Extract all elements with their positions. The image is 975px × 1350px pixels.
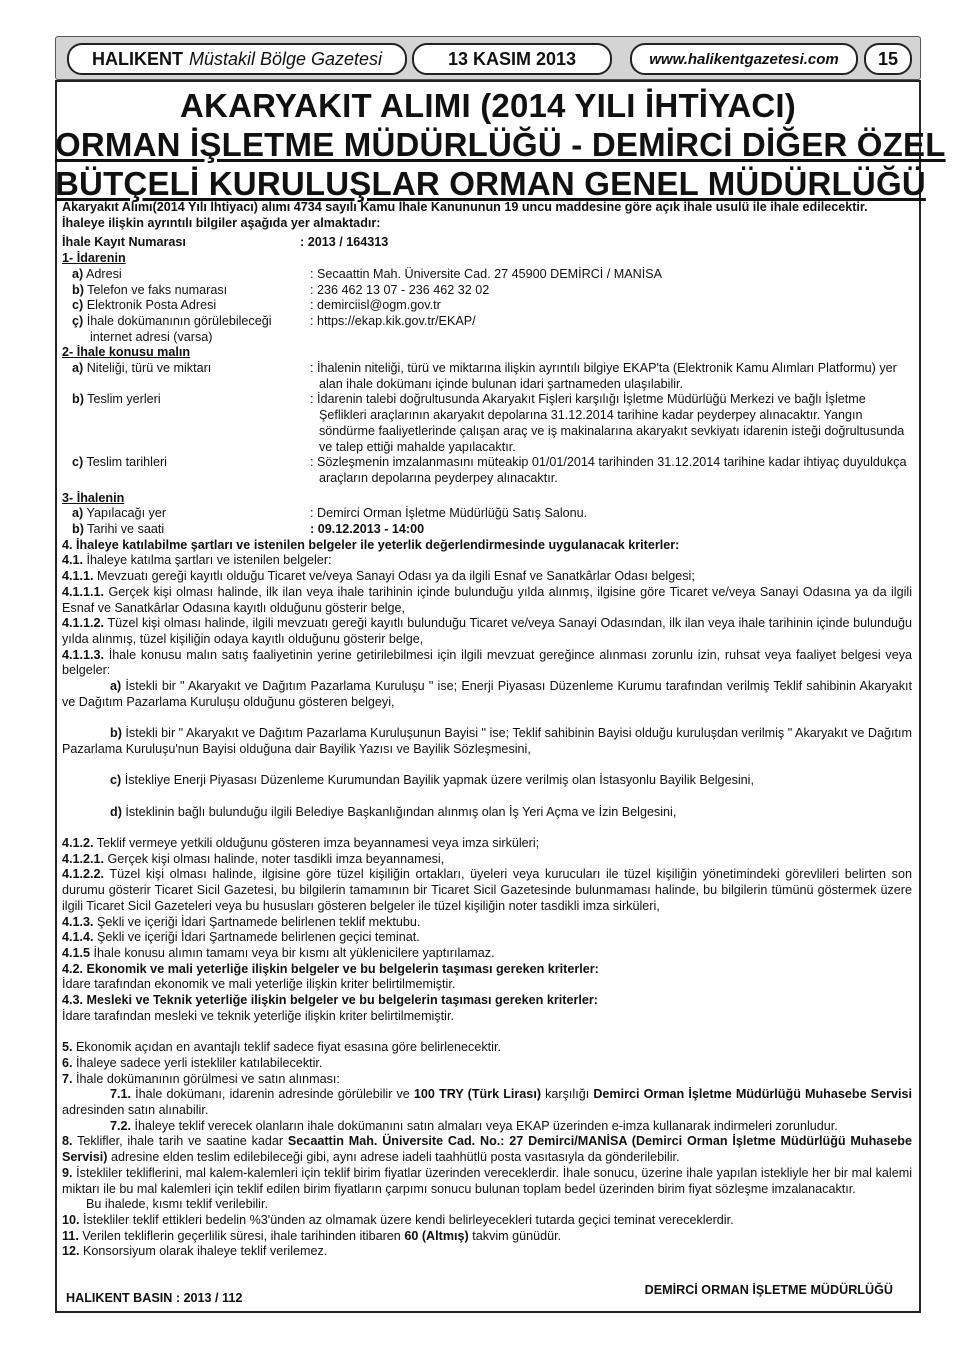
clause-number: 11. bbox=[62, 1228, 79, 1243]
clause-number: 5. bbox=[62, 1040, 73, 1055]
pa bbox=[62, 679, 912, 710]
clause-text: İstekli bir " Akaryakıt ve Dağıtım Pazarlama Kuruluşu " ise; Enerji Piyasası Düzenleme Kurumu tarafından verilmiş Teklif sahibinin Akaryakıt ve Dağıtım Pazarlama Kuruluşu olduğunu gösteren belgeyi, bbox=[62, 679, 912, 709]
clause-text: Tüzel kişi olması halinde, ilgisine göre tüzel kişiliğin ortakları, üyeleri veya kurucuları ile tüzel kişiliğin yönetimindeki görevlileri belirten son durumu gösterir Ticaret Sicil Gazetesi, bu bilgilerin tamamının bir Ticaret Sicil Gazetesinde bulunmaması halinde, bu bilgilerin tümünü göstermek üzere ilgili Ticaret Sicil Gazeteleri veya bu hususları gösteren belgeler ile tüzel kişiliğin noter tasdikli imza sirküleri, bbox=[62, 867, 912, 913]
clause-number: 4.1.4. bbox=[62, 930, 94, 945]
website-link[interactable] bbox=[630, 43, 858, 75]
clause-text: Mevzuatı gereği kayıtlı olduğu Ticaret ve/veya Sanayi Odası ya da ilgili Esnaf ve Sanatkârlar Odası belgesi; bbox=[93, 569, 695, 584]
paper-name: HALIKENT bbox=[91, 48, 183, 69]
clause-number: 12. bbox=[62, 1244, 80, 1259]
item-label: Elektronik Posta Adresi bbox=[86, 298, 217, 313]
item-label: Adresi bbox=[86, 266, 122, 281]
clause-text: İhale dokümanının görülmesi ve satın alınması: bbox=[72, 1071, 340, 1086]
clause-text: İstekli bir " Akaryakıt ve Dağıtım Pazarlama Kuruluşunun Bayisi " ise; Teklif sahibinin Bayisi olduğu kuruluşdan verilmiş " Akaryakıt ve Dağıtım Pazarlama Kuruluşu'nun Bayisi olduğuna dair Bayilik Yazısı ve Bayilik Sözleşmesini, bbox=[62, 726, 912, 756]
item-label: Teslim tarihleri bbox=[86, 455, 167, 470]
item-label: Yapılacağı yer bbox=[86, 506, 167, 521]
idare-item bbox=[62, 298, 912, 314]
item-letter: b) bbox=[72, 282, 84, 297]
p8 bbox=[62, 1134, 912, 1165]
issuer-signature: DEMİRCİ ORMAN İŞLETME MÜDÜRLÜĞÜ bbox=[644, 1283, 893, 1297]
clause-text: Tüzel kişi olması halinde, ilgili mevzuatı gereği kayıtlı bulunduğu Ticaret ve/veya Sanayi Odasından, ilk ilan veya ihale tarihinin içinde bulunduğu yılda alınmış, tüzel kişiliğin odaya kayıtlı olduğunu gösterir belge, bbox=[62, 616, 912, 646]
item-label: İhale dokümanının görülebileceği bbox=[86, 313, 272, 328]
item-letter: a) bbox=[72, 266, 84, 281]
s4-heading: 4. İhaleye katılabilme şartları ve istenilen belgeler ile yeterlik değerlendirmesinde uygulanacak kriterler: bbox=[62, 537, 680, 552]
item-letter: ç) bbox=[72, 313, 84, 328]
p5 bbox=[62, 1040, 912, 1056]
p12 bbox=[62, 1244, 912, 1260]
ihale-item bbox=[62, 522, 912, 538]
item-label: Teslim yerleri bbox=[87, 392, 161, 407]
clause-number: 4.1.3. bbox=[62, 914, 94, 929]
mal-item bbox=[62, 455, 912, 486]
clause-number: 4.1.2.2. bbox=[62, 867, 105, 882]
page-number bbox=[864, 43, 912, 75]
intro-line1: Akaryakıt Alımı(2014 Yılı İhtiyacı) alımı 4734 sayılı Kamu İhale Kanununun 19 uncu maddesine göre açık ihale usulü ile ihale edilecektir. bbox=[62, 200, 868, 214]
pd bbox=[62, 805, 912, 821]
p4121 bbox=[62, 852, 912, 868]
p42-heading: 4.2. Ekonomik ve mali yeterliğe ilişkin belgeler ve bu belgelerin taşıması gereken kriterler: bbox=[62, 961, 599, 976]
p4111 bbox=[62, 585, 912, 616]
p4113 bbox=[62, 648, 912, 679]
item-value: : 236 462 13 07 - 236 462 32 02 bbox=[310, 282, 490, 297]
clause-number: 4.1.1.1. bbox=[62, 584, 105, 599]
clause-text: İhaleye katılma şartları ve istenilen belgeler: bbox=[83, 553, 332, 568]
clause-text: adresinden satın alınabilir. bbox=[62, 1103, 209, 1117]
kayit-value: : 2013 / 164313 bbox=[300, 235, 389, 250]
item-value: : Sözleşmenin imzalanmasını müteakip 01/01/2014 tarihinden 31.12.2014 tarihine kadar ihtiyaç duyuldukça araçların depolarına peyderpey alınacaktır. bbox=[310, 455, 907, 485]
notice-title-line1: AKARYAKIT ALIMI (2014 YILI İHTİYACI) bbox=[180, 87, 796, 124]
item-letter: a) bbox=[72, 361, 84, 376]
clause-number: 7.2. bbox=[110, 1118, 132, 1133]
clause-number: 4.1.5 bbox=[62, 945, 91, 960]
clause-letter: b) bbox=[110, 726, 122, 741]
item-label: Telefon ve faks numarası bbox=[87, 282, 228, 297]
clause-letter: a) bbox=[110, 679, 122, 694]
pc bbox=[62, 773, 912, 789]
clause-number: 6. bbox=[62, 1055, 73, 1070]
clause-number: 7. bbox=[62, 1071, 73, 1086]
pb bbox=[62, 726, 912, 757]
item-label: Niteliği, türü ve miktarı bbox=[86, 361, 212, 376]
p9b: Bu ihalede, kısmı teklif verilebilir. bbox=[86, 1197, 268, 1212]
clause-number: 4.1. bbox=[62, 553, 84, 568]
item-letter: c) bbox=[72, 455, 84, 470]
p7 bbox=[62, 1072, 912, 1088]
mal-item bbox=[62, 361, 912, 392]
clause-text: Teklifler, ihale tarih ve saatine kadar bbox=[72, 1134, 288, 1149]
item-letter: b) bbox=[72, 392, 84, 407]
idare-item-cont: internet adresi (varsa) bbox=[90, 329, 213, 344]
clause-text-bold: Secaattin Mah. Üniversite Cad. No.: 27 Demirci/MANİSA (Demirci Orman İşletme Müdürlüğü Muhasebe Servisi) bbox=[62, 1134, 912, 1165]
clause-text: İstekliler tekliflerini, mal kalem-kalemleri için teklif birim fiyatlar üzerinden vereceklerdir. İhale sonucu, üzerine ihale yapılan istekliyle her bir mal kalemi miktarı ile bu mal kalemleri için teklif edilen birim fiyatların çarpımı sonucu bulunan toplam bedel üzerinden birim fiyat sözleşme imzalanacaktır. bbox=[62, 1165, 912, 1196]
clause-letter: c) bbox=[110, 773, 122, 788]
clause-text: İhale konusu alımın tamamı veya bir kısmı alt yüklenicilere yaptırılamaz. bbox=[90, 945, 495, 960]
idare-item bbox=[62, 267, 912, 283]
mal-heading: 2- İhale konusu malın bbox=[62, 345, 191, 360]
p414 bbox=[62, 930, 912, 946]
item-value: : 09.12.2013 - 14:00 bbox=[310, 522, 425, 537]
item-letter: c) bbox=[72, 298, 84, 313]
clause-text: Verilen tekliflerin geçerlilik süresi, ihale tarihinden itibaren bbox=[78, 1228, 405, 1243]
clause-text-bold: Demirci Orman İşletme Müdürlüğü Muhasebe Servisi bbox=[593, 1087, 912, 1102]
p10 bbox=[62, 1213, 912, 1229]
issue-date bbox=[412, 43, 612, 75]
clause-number: 7.1. bbox=[110, 1087, 132, 1102]
item-value: : https://ekap.kik.gov.tr/EKAP/ bbox=[310, 313, 476, 328]
clause-number: 4.1.2. bbox=[62, 836, 94, 851]
clause-number: 9. bbox=[62, 1165, 73, 1180]
p411 bbox=[62, 569, 912, 585]
notice-title-line3: BÜTÇELİ KURULUŞLAR ORMAN GENEL MÜDÜRLÜĞÜ bbox=[55, 165, 926, 202]
clause-text: İhaleye sadece yerli istekliler katılabilecektir. bbox=[72, 1055, 323, 1070]
paper-subtitle: Müstakil Bölge Gazetesi bbox=[188, 48, 383, 69]
clause-text: Şekli ve içeriği İdari Şartnamede belirlenen teklif mektubu. bbox=[93, 914, 421, 929]
p6 bbox=[62, 1056, 912, 1072]
clause-text: Konsorsiyum olarak ihaleye teklif verilemez. bbox=[79, 1244, 328, 1259]
clause-text: Ekonomik açıdan en avantajlı teklif sadece fiyat esasına göre belirlenecektir. bbox=[72, 1040, 501, 1055]
item-value: : İhalenin niteliği, türü ve miktarına ilişkin ayrıntılı bilgiye EKAP'ta (Elektronik Kamu Alımları Platformu) yer alan ihale dokümanı içinde bulunan idari şartnameden ulaşılabilir. bbox=[310, 361, 897, 391]
clause-letter: d) bbox=[110, 804, 122, 819]
ihale-heading: 3- İhalenin bbox=[62, 490, 125, 505]
ihale-item bbox=[62, 506, 912, 522]
clause-text: adresine elden teslim edilebileceği gibi, aynı adrese iadeli taahhütlü posta vasıtasıyla da gönderilebilir. bbox=[107, 1150, 680, 1165]
p413 bbox=[62, 915, 912, 931]
idare-item bbox=[62, 283, 912, 299]
item-value: : İdarenin talebi doğrultusunda Akaryakıt Fişleri karşılığı İşletme Müdürlüğü Merkezi ve bağlı İşletme Şeflikleri araçlarının akaryakıt depolarına 31.12.2014 tarihine kadar peyderpey alınacaktır. Yangın söndürme faaliyetlerinde çalışan araç ve iş makinalarına akaryakıt sevkiyatı idarenin isteği doğrultusunda ve talep ettiği mahalde yapılacaktır. bbox=[310, 392, 905, 454]
item-label: Tarihi ve saati bbox=[87, 522, 165, 537]
clause-number: 4.1.2.1. bbox=[62, 851, 105, 866]
clause-text: Gerçek kişi olması halinde, ilk ilan veya ihale tarihinin içinde bulunduğu yılda alınmış, ilgisine göre Ticaret ve/veya Sanayi Odasına ya da ilgili Esnaf ve Sanatkârlar Odasına kayıtlı olduğunu gösterir belge, bbox=[62, 584, 912, 615]
clause-number: 10. bbox=[62, 1212, 80, 1227]
clause-text: İhale konusu malın satış faaliyetinin yerine getirilebilmesi için ilgili mevzuat gereğince alınması zorunlu izin, ruhsat veya faaliyet belgesi veya belgeler: bbox=[62, 647, 912, 678]
clause-text: İstekliye Enerji Piyasası Düzenleme Kurumundan Bayilik yapmak üzere verilmiş olan İstasyonlu Bayilik Belgesini, bbox=[121, 773, 754, 788]
p412 bbox=[62, 836, 912, 852]
idare-item bbox=[62, 314, 912, 330]
clause-number: 4.1.1.2. bbox=[62, 616, 105, 631]
item-value: : demirciisl@ogm.gov.tr bbox=[310, 298, 441, 313]
clause-text: İhale dokümanı, idarenin adresinde görülebilir ve bbox=[131, 1087, 414, 1102]
kayit-row bbox=[62, 235, 912, 251]
p9 bbox=[62, 1166, 912, 1197]
clause-text: Gerçek kişi olması halinde, noter tasdikli imza beyannamesi, bbox=[104, 851, 445, 866]
idare-heading: 1- İdarenin bbox=[62, 251, 126, 266]
clause-text: takvim günüdür. bbox=[468, 1228, 562, 1243]
intro-line2: İhaleye ilişkin ayrıntılı bilgiler aşağıda yer almaktadır: bbox=[62, 215, 381, 230]
p4112 bbox=[62, 616, 912, 647]
notice-title-line2: ORMAN İŞLETME MÜDÜRLÜĞÜ - DEMİRCİ DİĞER ÖZEL bbox=[55, 126, 946, 163]
item-letter: b) bbox=[72, 522, 84, 537]
clause-text: karşılığı bbox=[541, 1087, 594, 1102]
p42-text: İdare tarafından ekonomik ve mali yeterliğe ilişkin kriter belirtilmemiştir. bbox=[62, 977, 456, 992]
p415 bbox=[62, 946, 912, 962]
item-value: : Demirci Orman İşletme Müdürlüğü Satış Salonu. bbox=[310, 506, 588, 521]
clause-text: Teklif vermeye yetkili olduğunu gösteren imza beyannamesi veya imza sirküleri; bbox=[93, 836, 540, 851]
item-value: : Secaattin Mah. Üniversite Cad. 27 45900 DEMİRCİ / MANİSA bbox=[310, 266, 663, 281]
page-number-text: 15 bbox=[877, 48, 899, 69]
clause-text: İsteklinin bağlı bulunduğu ilgili Belediye Başkanlığından alınmış olan İş Yeri Açma ve İzin Belgesini, bbox=[121, 804, 677, 819]
p43-text: İdare tarafından mesleki ve teknik yeterliğe ilişkin kriter belirtilmemiştir. bbox=[62, 1008, 454, 1023]
mal-item bbox=[62, 392, 912, 455]
clause-number: 4.1.1.3. bbox=[62, 647, 105, 662]
clause-text: İhaleye teklif verecek olanların ihale dokümanını satın almaları veya EKAP üzerinden e-imza kullanarak indirmeleri zorunludur. bbox=[131, 1118, 838, 1133]
clause-text-bold: 60 (Altmış) bbox=[404, 1228, 469, 1243]
p72 bbox=[62, 1119, 912, 1135]
press-code: HALIKENT BASIN : 2013 / 112 bbox=[66, 1291, 243, 1305]
clause-number: 8. bbox=[62, 1134, 73, 1149]
clause-text: Şekli ve içeriği İdari Şartnamede belirlenen geçici teminat. bbox=[93, 930, 420, 945]
clause-text: İstekliler teklif ettikleri bedelin %3'ünden az olmamak üzere kendi belirleyecekleri tutarda geçici teminat vereceklerdir. bbox=[79, 1212, 734, 1227]
p4122 bbox=[62, 867, 912, 914]
website-text: www.halikentgazetesi.com bbox=[649, 50, 839, 68]
clause-text-bold: 100 TRY (Türk Lirası) bbox=[413, 1087, 542, 1102]
kayit-label: İhale Kayıt Numarası bbox=[62, 235, 186, 250]
p11 bbox=[62, 1229, 912, 1245]
p41 bbox=[62, 553, 912, 569]
p43-heading: 4.3. Mesleki ve Teknik yeterliğe ilişkin belgeler ve bu belgelerin taşıması gereken kriterler: bbox=[62, 993, 598, 1008]
clause-number: 4.1.1. bbox=[62, 569, 94, 584]
date-text: 13 KASIM 2013 bbox=[447, 48, 577, 69]
notice-body bbox=[62, 200, 912, 1260]
item-letter: a) bbox=[72, 506, 84, 521]
newspaper-name bbox=[67, 43, 407, 75]
p71 bbox=[62, 1087, 912, 1118]
